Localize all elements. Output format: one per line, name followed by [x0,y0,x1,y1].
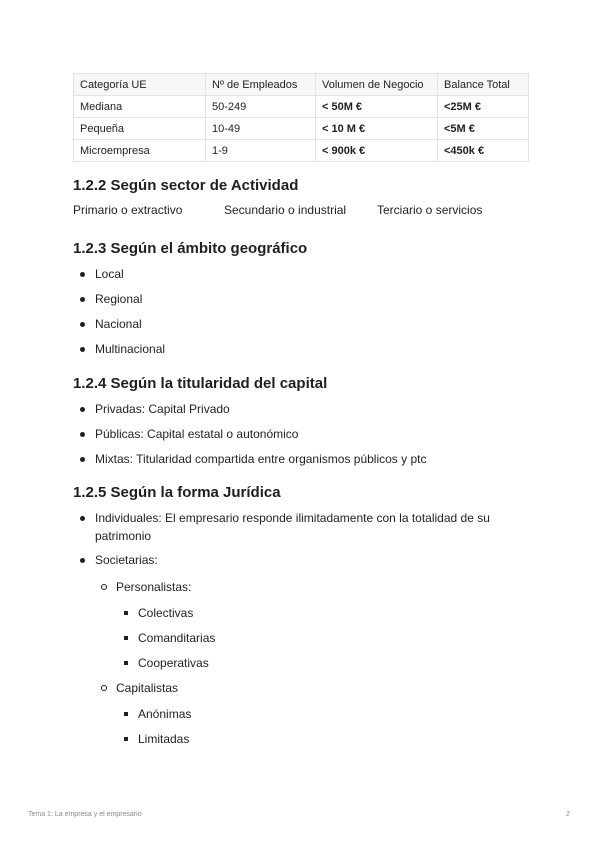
section-heading-capital: 1.2.4 Según la titularidad del capital [73,375,328,392]
table-cell: <5M € [438,118,529,140]
list-item [116,654,528,672]
list-item-text: Individuales: El empresario responde ilimitadamente con la totalidad de su [95,511,490,525]
bullet-icon [80,558,85,563]
list-item-text: Societarias: [95,553,158,567]
bullet-icon [80,347,85,352]
section-heading-sector: 1.2.2 Según sector de Actividad [73,177,299,194]
list-item [73,340,528,358]
juridica-list [73,509,528,569]
capital-list [73,400,528,468]
list-item-text: Cooperativas [138,656,209,670]
bullet-icon [80,272,85,277]
list-item-text: Personalistas: [116,580,192,594]
list-item [94,679,528,697]
bullet-icon [80,407,85,412]
list-item-text: Nacional [95,317,142,331]
list-item [116,629,528,647]
table-cell: < 50M € [316,96,438,118]
list-item-text: Privadas: Capital Privado [95,402,230,416]
list-item [116,705,528,723]
table-cell: <25M € [438,96,529,118]
list-item [73,551,528,569]
list-item-text: Mixtas: Titularidad compartida entre organismos públicos y ptc [95,452,427,466]
list-item [73,400,528,418]
list-item [73,425,528,443]
table-cell: <450k € [438,140,529,162]
square-bullet-icon [124,636,128,640]
square-bullet-icon [124,737,128,741]
circle-bullet-icon [101,584,107,590]
square-bullet-icon [124,712,128,716]
footer-title: Tema 1: La empresa y el empresario [28,811,142,818]
list-item-text: Públicas: Capital estatal o autonómico [95,427,299,441]
table-cell: Pequeña [74,118,206,140]
list-item [73,315,528,333]
sector-item: Terciario o servicios [377,203,483,217]
table-header-cell: Categoría UE [74,74,206,96]
societarias-sublist [94,578,528,596]
table-cell: < 10 M € [316,118,438,140]
table-header-cell: Nº de Empleados [206,74,316,96]
table-row [74,118,529,140]
square-bullet-icon [124,611,128,615]
circle-bullet-icon [101,685,107,691]
list-item-text: Anónimas [138,707,192,721]
table-cell: 10-49 [206,118,316,140]
list-item [73,450,528,468]
section-heading-juridica: 1.2.5 Según la forma Jurídica [73,484,281,501]
list-item-text: Limitadas [138,732,190,746]
list-item-text: Local [95,267,124,281]
societarias-sublist [94,679,528,697]
table-cell: Microempresa [74,140,206,162]
eu-category-table [73,73,529,162]
bullet-icon [80,457,85,462]
list-item-text: Colectivas [138,606,194,620]
table-row [74,140,529,162]
list-item [73,509,528,545]
table-cell: Mediana [74,96,206,118]
page-number: 2 [566,811,570,818]
list-item-text: Regional [95,292,143,306]
list-item [116,604,528,622]
sector-item: Primario o extractivo [73,203,183,217]
bullet-icon [80,322,85,327]
table-header-cell: Volumen de Negocio [316,74,438,96]
list-item [116,730,528,748]
table-cell: < 900k € [316,140,438,162]
list-item-text: patrimonio [95,529,152,543]
table-cell: 1-9 [206,140,316,162]
list-item [73,265,528,283]
document-page [73,73,528,746]
table-cell: 50-249 [206,96,316,118]
table-row [74,96,529,118]
bullet-icon [80,297,85,302]
list-item-text: Capitalistas [116,681,179,695]
bullet-icon [80,432,85,437]
table-header-row [74,74,529,96]
list-item [94,578,528,596]
sector-item: Secundario o industrial [224,203,347,217]
bullet-icon [80,516,85,521]
list-item [73,290,528,308]
square-bullet-icon [124,661,128,665]
list-item-text: Multinacional [95,342,166,356]
capitalistas-list [116,705,528,748]
personalistas-list [116,604,528,672]
section-heading-geo: 1.2.3 Según el ámbito geográfico [73,240,308,257]
table-header-cell: Balance Total [438,74,529,96]
geo-list [73,265,528,358]
list-item-text: Comanditarias [138,631,216,645]
